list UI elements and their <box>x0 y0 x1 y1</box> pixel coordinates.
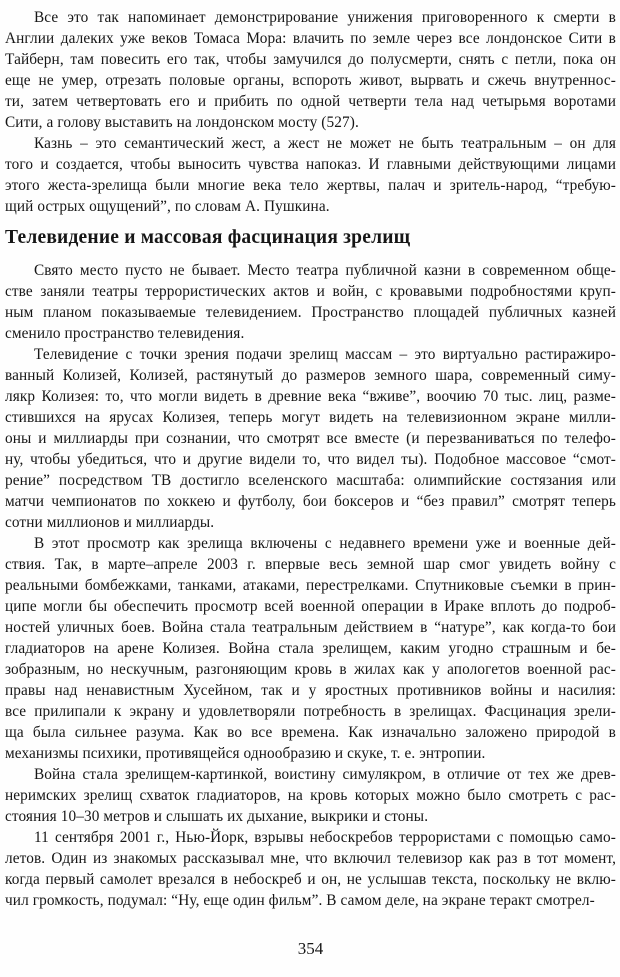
text-line: сменило пространство телевидения. <box>5 325 245 342</box>
text-line: ванный Колизей, Колизей, растянутый до размеров земного шара, современный симу- <box>5 367 616 384</box>
text-line: щий острых ощущений”, по словам А. Пушкина. <box>5 198 330 215</box>
text-line: все прилипали к экрану и удовлетворяли потребность в зрелищах. Фасцинация зрели- <box>5 703 616 720</box>
text-line: еще не умер, отрезать половые органы, вспороть живот, вырвать и сжечь внутреннос- <box>5 72 616 89</box>
text-line: сотни миллионов и миллиарды. <box>5 514 215 531</box>
text-line: ствия. Так, в марте–апреле 2003 г. впервые весь земной шар смог увидеть войну с <box>5 556 616 573</box>
text-line: ностей уличных боев. Война стала театральным действием в “натуре”, как когда-то бои <box>5 619 616 636</box>
text-line: оны и миллиарды при сознании, что смотрят все вместе (и перезваниваться по телефо- <box>5 430 616 447</box>
paragraph <box>5 260 616 344</box>
text-line: летов. Один из знакомых рассказывал мне, что включил телевизор как раз в тот момент, <box>5 850 616 867</box>
text-line: правы над ненавистным Хусейном, так и у яростных противников войны и насилия: <box>5 682 616 699</box>
text-line: ным планом показываемые телевидением. Пространство площадей публичных казней <box>5 304 616 321</box>
paragraph <box>5 533 616 764</box>
text-line: ципе могли бы обеспечить просмотр всей военной операции в Ираке вплоть до подроб- <box>5 598 616 615</box>
text-line: Телевидение с точки зрения подачи зрелищ массам – это виртуально растиражиро- <box>34 346 616 363</box>
section-heading: Телевидение и массовая фасцинация зрелищ <box>5 227 411 248</box>
text-line: В этот просмотр как зрелища включены с недавнего времени уже и военные дей- <box>34 535 616 552</box>
paragraph <box>5 764 616 827</box>
text-line: Все это так напоминает демонстрирование унижения приговоренного к смерти в <box>34 9 616 26</box>
text-line: стве заняли театры террористических актов и войн, с кровавыми подробностями круп- <box>5 283 616 300</box>
paragraph <box>5 7 616 133</box>
text-line: Свято место пусто не бывает. Место театра публичной казни в современном обще- <box>34 262 616 279</box>
paragraph <box>5 133 616 217</box>
text-line: матчи чемпионатов по хоккею и футболу, бои боксеров и “без правил” смотрят теперь <box>5 493 616 510</box>
page-number: 354 <box>297 939 324 958</box>
text-line: реальными бомбежками, танками, атаками, перестрелками. Спутниковые съемки в прин- <box>5 577 616 594</box>
text-line: ти, затем четвертовать его и прибить по одной четверти тела над четырьмя воротами <box>5 93 616 110</box>
paragraph <box>5 827 616 911</box>
text-line: стившихся на ярусах Колизея, теперь могут видеть на телевизионном экране милли- <box>5 409 616 426</box>
text-line: этого жеста-зрелища были многие века тело жертвы, палач и зритель-народ, “требую- <box>5 177 616 194</box>
text-line: Война стала зрелищем-картинкой, воистину симулякром, в отличие от тех же древ- <box>34 766 616 783</box>
text-line: рение” посредством ТВ достигло вселенского масштаба: олимпийские состязания или <box>5 472 616 489</box>
text-line: чил громкость, подумал: “Ну, еще один фильм”. В самом деле, на экране теракт смотрел- <box>5 892 595 909</box>
text-line: ща была сильнее разума. Как во все времена. Как изначально заложено природой в <box>5 724 616 741</box>
text-line: ну, чтобы убедиться, что и другие видели то, что видел ты). Подобное массовое “смот- <box>5 451 616 468</box>
text-line: Англии далеких уже веков Томаса Мора: влачить по земле через все лондонское Сити в <box>5 30 616 47</box>
text-line: того и создается, чтобы выносить чувства напоказ. И главными действующими лицами <box>5 156 616 173</box>
text-line: стояния 10–30 метров и слышать их дыхание, выкрики и стоны. <box>5 808 429 825</box>
section-before-heading <box>5 7 616 217</box>
paragraph <box>5 344 616 533</box>
text-line: 11 сентября 2001 г., Нью-Йорк, взрывы небоскребов террористами с помощью само- <box>34 829 616 846</box>
text-line: гладиаторов на арене Колизея. Война стала зрелищем, каким угодно страшным и бе- <box>5 640 616 657</box>
text-line: механизмы психики, противящейся однообразию и скуке, т. е. энтропии. <box>5 745 486 762</box>
text-line: Казнь – это семантический жест, а жест не может не быть театральным – он для <box>34 135 616 152</box>
text-line: Сити, а голову выставить на лондонском мосту (527). <box>5 114 359 131</box>
text-line: зобразным, но нескучным, разгоняющим кровь в жилах как у апологетов военной рас- <box>5 661 616 678</box>
text-line: когда первый самолет врезался в небоскреб и он, не услышав текста, поскольку не вклю- <box>5 871 616 888</box>
text-line: лякр Колизея: то, что могли видеть в древние века “вживе”, воочию 70 тыс. лиц, разме- <box>5 388 616 405</box>
text-line: неримских зрелищ схваток гладиаторов, на кровь которых можно было смотреть с рас- <box>5 787 616 804</box>
text-line: Тайберн, там повесить его так, чтобы замучился до полусмерти, снять с петли, пока он <box>5 51 616 68</box>
section-after-heading <box>5 260 616 911</box>
